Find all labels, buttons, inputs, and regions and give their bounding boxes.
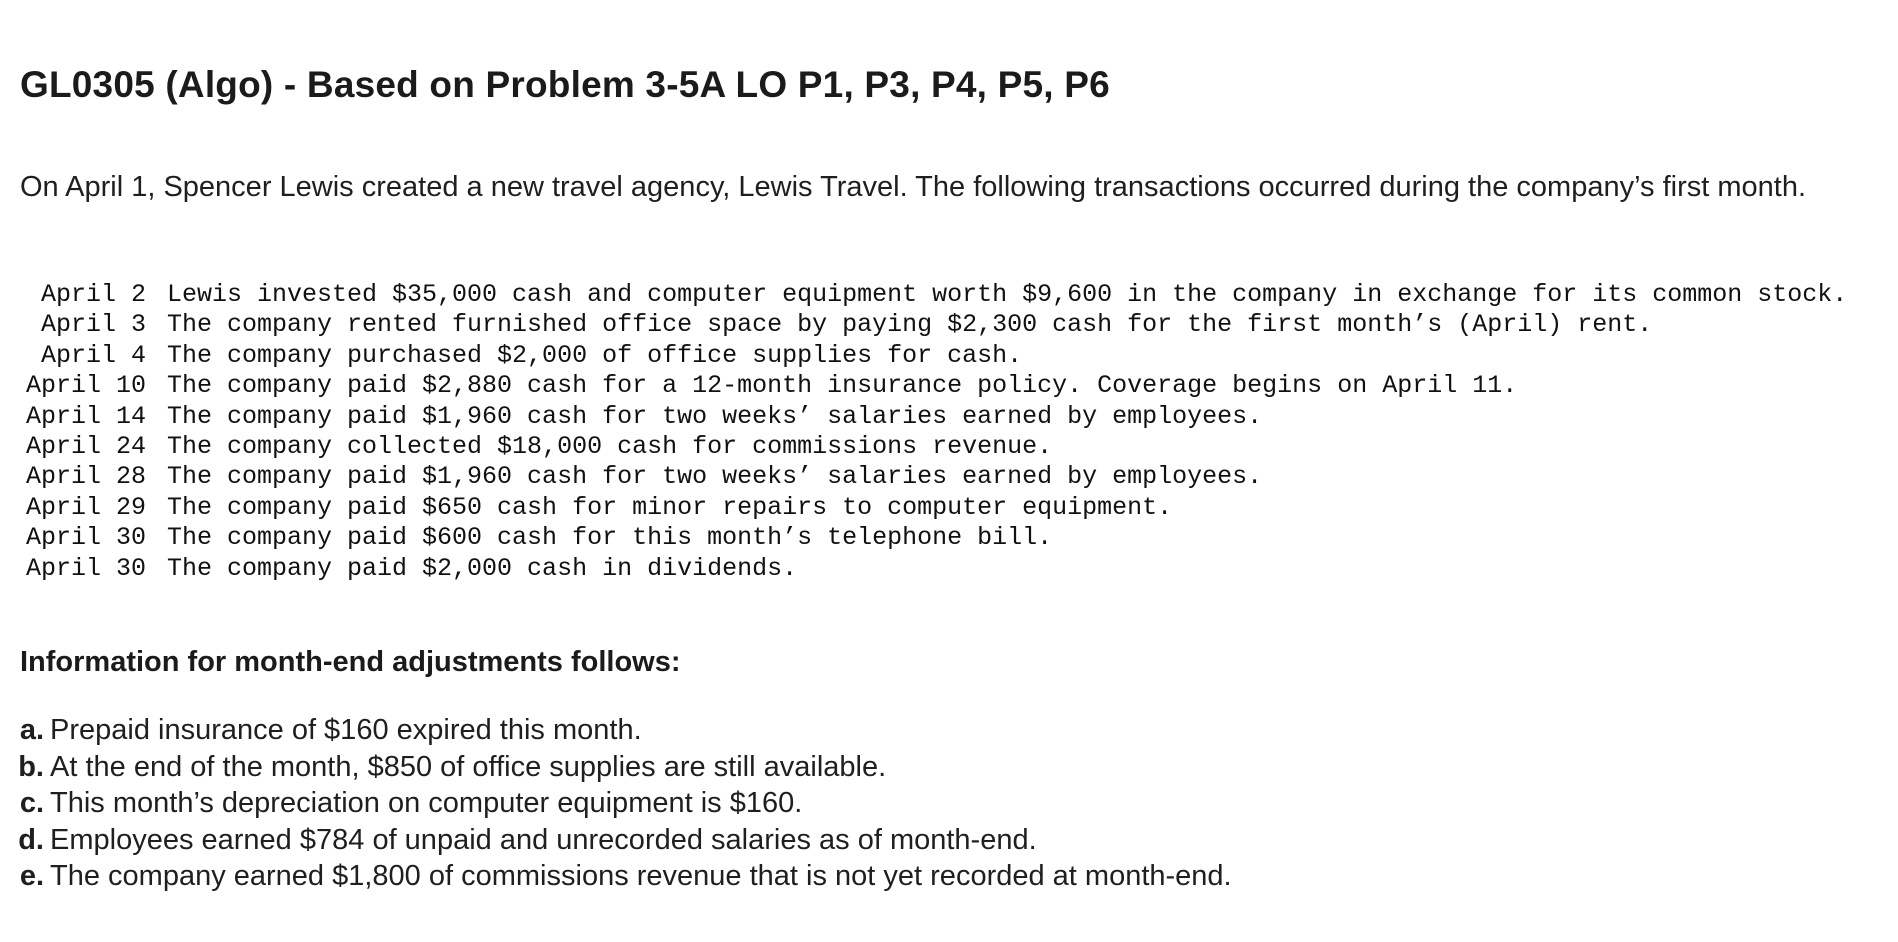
transaction-row [20,371,1857,401]
adjustment-item [15,712,1232,749]
intro-paragraph: On April 1, Spencer Lewis created a new travel agency, Lewis Travel. The following transactions occurred during the company’s first month. [20,171,1807,203]
adjustments-list [15,712,1232,895]
transaction-date: April 3 [40,310,146,340]
transaction-row [20,523,1857,553]
transaction-text: The company collected $18,000 cash for commissions revenue. [167,432,1053,462]
transaction-text: The company paid $650 cash for minor repairs to computer equipment. [167,492,1173,522]
transaction-text: The company paid $2,000 cash in dividends. [167,553,798,583]
adjustments-heading: Information for month-end adjustments follows: [20,646,681,678]
page-title: GL0305 (Algo) - Based on Problem 3-5A LO P1, P3, P4, P5, P6 [20,64,1110,105]
adjustment-letter: c. [19,787,44,820]
transaction-row [20,280,1857,310]
transaction-text: The company rented furnished office space by paying $2,300 cash for the first month’s (April) rent. [167,310,1653,340]
adjustment-text: At the end of the month, $850 of office supplies are still available. [50,750,887,783]
transactions-list [20,280,1857,584]
adjustment-item [15,749,1232,786]
transaction-date: April 14 [25,401,146,431]
transaction-text: The company paid $1,960 cash for two weeks’ salaries earned by employees. [167,462,1263,492]
transaction-date: April 10 [25,371,146,401]
adjustment-text: Employees earned $784 of unpaid and unrecorded salaries as of month-end. [50,823,1037,856]
transaction-date: April 29 [25,492,146,522]
adjustment-item [15,822,1232,859]
transaction-row [20,341,1857,371]
adjustment-letter: a. [19,714,44,746]
transaction-text: The company paid $600 cash for this month’s telephone bill. [167,523,1053,553]
adjustment-letter: d. [18,823,44,856]
transaction-row [20,462,1857,492]
transaction-text: The company purchased $2,000 of office supplies for cash. [167,340,1023,370]
adjustment-text: Prepaid insurance of $160 expired this month. [50,714,642,746]
adjustment-text: The company earned $1,800 of commissions revenue that is not yet recorded at month-end. [50,860,1232,893]
transaction-date: April 2 [40,280,146,309]
transaction-date: April 4 [40,340,146,370]
adjustment-letter: b. [18,750,44,783]
transaction-row [20,493,1857,523]
transaction-date: April 30 [25,523,146,553]
transaction-row [20,432,1857,462]
transaction-row [20,554,1857,584]
transaction-date: April 30 [25,553,146,583]
adjustment-text: This month’s depreciation on computer equipment is $160. [50,787,803,820]
transaction-text: Lewis invested $35,000 cash and computer equipment worth $9,600 in the company in exchange for its common stock. [167,280,1848,309]
transaction-text: The company paid $1,960 cash for two weeks’ salaries earned by employees. [167,401,1263,431]
transaction-text: The company paid $2,880 cash for a 12-month insurance policy. Coverage begins on April 11. [167,371,1518,401]
transaction-date: April 28 [25,462,146,492]
transaction-date: April 24 [25,432,146,462]
transaction-row [20,402,1857,432]
adjustment-item [15,785,1232,822]
adjustment-item [15,858,1232,895]
transaction-row [20,310,1857,340]
adjustment-letter: e. [19,860,44,893]
